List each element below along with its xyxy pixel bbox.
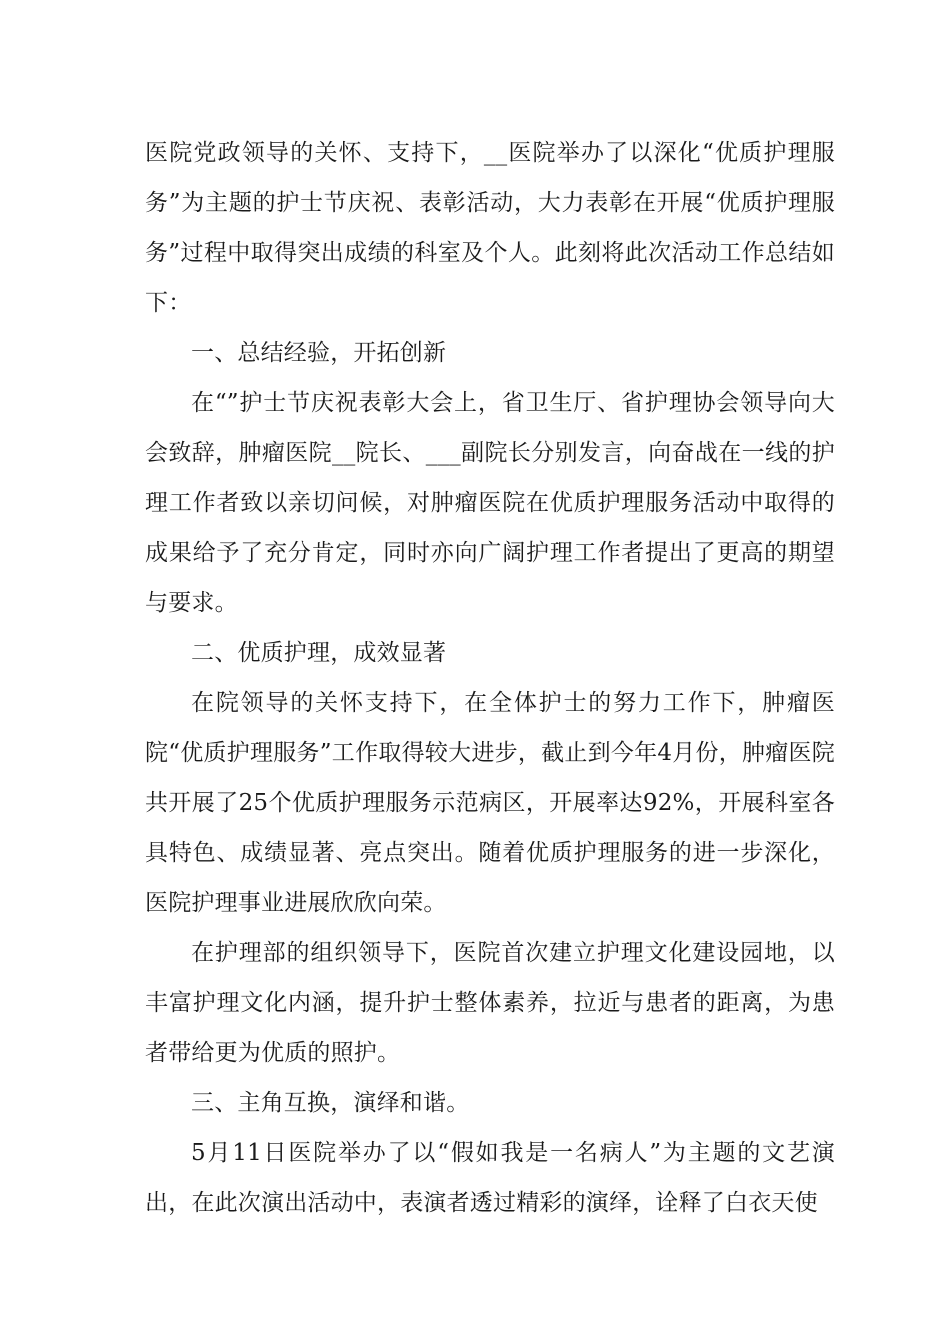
section-heading-2: 二、优质护理，成效显著 bbox=[191, 640, 447, 666]
section-1-paragraph: 在“”护士节庆祝表彰大会上，省卫生厅、省护理协会领导向大会致辞，肿瘤医院__院长、___副院长分别发言，向奋战在一线的护理工作者致以亲切问候，对肿瘤医院在优质护理服务活动中取得的成果给予了充分肯定，同时亦向广阔护理工作者提出了更高的期望与要求。 bbox=[145, 390, 835, 616]
document-body bbox=[145, 128, 835, 1228]
section-3-paragraph: 5月11日医院举办了以“假如我是一名病人”为主题的文艺演出，在此次演出活动中，表演者透过精彩的演绎，诠释了白衣天使 bbox=[145, 1140, 835, 1216]
section-2-paragraph-1: 在院领导的关怀支持下，在全体护士的努力工作下，肿瘤医院“优质护理服务”工作取得较大进步，截止到今年4月份，肿瘤医院共开展了25个优质护理服务示范病区，开展率达92%，开展科室各具特色、成绩显著、亮点突出。随着优质护理服务的进一步深化，医院护理事业进展欣欣向荣。 bbox=[145, 690, 835, 916]
section-heading-3: 三、主角互换，演绎和谐。 bbox=[191, 1090, 470, 1116]
section-2-paragraph-2: 在护理部的组织领导下，医院首次建立护理文化建设园地，以丰富护理文化内涵，提升护士整体素养，拉近与患者的距离，为患者带给更为优质的照护。 bbox=[145, 940, 835, 1066]
section-heading-1: 一、总结经验，开拓创新 bbox=[191, 340, 447, 366]
intro-paragraph: 医院党政领导的关怀、支持下，__医院举办了以深化“优质护理服务”为主题的护士节庆祝、表彰活动，大力表彰在开展“优质护理服务”过程中取得突出成绩的科室及个人。此刻将此次活动工作总结如下： bbox=[145, 140, 835, 316]
